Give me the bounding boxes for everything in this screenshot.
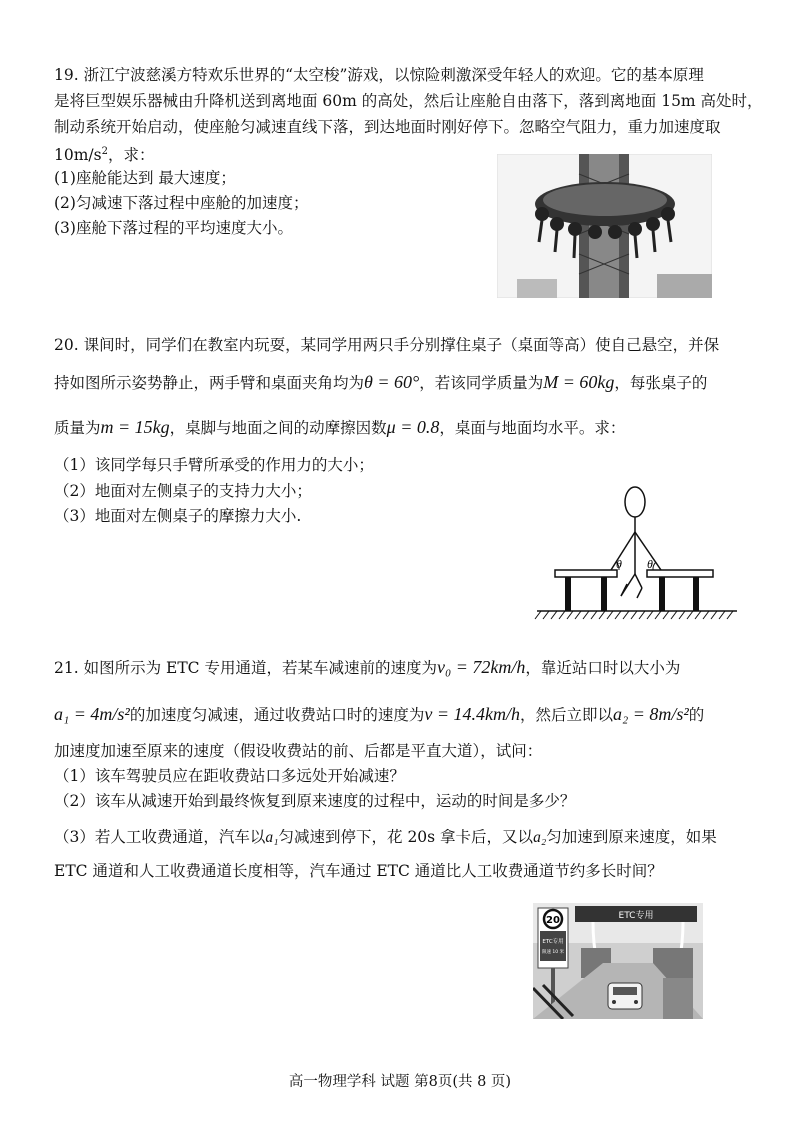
q20-text-a: 持如图所示姿势静止，两手臂和桌面夹角均为: [54, 374, 365, 392]
q21-item-1: （1）该车驾驶员应在距收费站口多远处开始减速？: [54, 767, 405, 785]
q20-line-2: [54, 371, 707, 394]
theta-label-left: θ: [616, 557, 622, 571]
q21-line-2: [54, 703, 704, 726]
q19-line-3: 制动系统开始启动，使座舱匀减速直线下落，到达地面时刚好停下。忽略空气阻力，重力加速度取: [54, 118, 721, 136]
q21-item-3: [54, 826, 717, 849]
q19-ask: ，求：: [107, 146, 155, 165]
q21-a1-symbol: a₁: [265, 829, 279, 846]
q21-initial-speed: v₀ = 72km/h: [436, 657, 526, 677]
q21-text-b: ，靠近站口时以大小为: [525, 659, 681, 677]
q20-text-b: ，若该同学质量为: [419, 374, 544, 392]
q21-toll-speed: v = 14.4km/h: [424, 704, 520, 724]
q21-text-f: （3）若人工收费通道，汽车以: [54, 828, 266, 846]
q20-text-e: ，桌脚与地面之间的动摩擦因数: [169, 419, 387, 437]
q19-line-4: [54, 141, 155, 166]
q21-text-c: 的加速度匀减速，通过收费站口时的速度为: [129, 706, 425, 724]
q21-accel-a2: a₂ = 8m/s²: [612, 704, 689, 724]
q20-item-3: （3）地面对左侧桌子的摩擦力大小.: [54, 507, 302, 525]
q19-line-2: 是将巨型娱乐器械由升降机送到离地面 60m 的高处，然后让座舱自由落下，落到离地面 15m 高处时，: [54, 92, 763, 110]
q21-text-e: 的: [688, 706, 705, 724]
speed-limit-value: 20: [546, 915, 560, 926]
q21-line-3: 加速度加速至原来的速度（假设收费站的前、后都是平直大道），试问：: [54, 742, 543, 760]
q21-text-d: ，然后立即以: [519, 706, 613, 724]
q20-line-1: 20. 课间时，同学们在教室内玩耍，某同学用两只手分别撑住桌子（桌面等高）使自己悬空，并保: [54, 336, 720, 354]
etc-sign-text: ETC专用: [542, 939, 564, 945]
q20-item-2: （2）地面对左侧桌子的支持力大小；: [54, 482, 312, 500]
etc-sign-subtext: 限速 10 米: [541, 950, 565, 955]
q20-student-mass: M = 60kg: [543, 372, 615, 392]
q21-text-a: 21. 如图所示为 ETC 专用通道，若某车减速前的速度为: [54, 659, 437, 677]
q21-text-g: 匀减速到停下，花 20s 拿卡后，又以: [278, 828, 534, 846]
q21-item-2: （2）该车从减速开始到最终恢复到原来速度的过程中，运动的时间是多少？: [54, 792, 576, 810]
q19-item-3: (3)座舱下落过程的平均速度大小。: [54, 219, 293, 237]
q19-line-1: 19. 浙江宁波慈溪方特欢乐世界的“太空梭”游戏，以惊险刺激深受年轻人的欢迎。它的基本原理: [54, 66, 704, 84]
q20-table-mass: m = 15kg: [100, 417, 170, 437]
q20-text-f: ，桌面与地面均水平。求：: [439, 419, 626, 437]
q21-text-h: 匀加速到原来速度，如果: [546, 828, 717, 846]
q20-item-1: （1）该同学每只手臂所承受的作用力的大小；: [54, 456, 374, 474]
etc-lane-photo: [533, 903, 703, 1019]
theta-label-right: θ: [647, 557, 653, 571]
q21-a2-symbol: a₂: [533, 829, 547, 846]
q19-accel-exp: 2: [101, 146, 108, 157]
q19-item-1: (1)座舱能达到 最大速度；: [54, 169, 236, 187]
q19-accel-unit: 10m/s: [54, 146, 102, 165]
q20-friction-coefficient: μ = 0.8: [386, 417, 440, 437]
q20-line-3: [54, 416, 625, 439]
q21-decel-a1: a₁ = 4m/s²: [54, 704, 130, 724]
gantry-label: ETC专用: [618, 911, 654, 921]
desk-support-diagram: [515, 484, 755, 624]
q19-item-2: (2)匀减速下落过程中座舱的加速度；: [54, 194, 309, 212]
q21-line-1: [54, 656, 680, 679]
q20-text-c: ，每张桌子的: [614, 374, 708, 392]
q20-text-d: 质量为: [54, 419, 101, 437]
space-shuttle-ride-photo: [497, 154, 712, 298]
q21-item-4: ETC 通道和人工收费通道长度相等，汽车通过 ETC 通道比人工收费通道节约多长时间？: [54, 862, 663, 880]
q20-theta-value: θ = 60°: [364, 372, 420, 392]
page-footer: 高一物理学科 试题 第8页(共 8 页): [288, 1074, 512, 1090]
